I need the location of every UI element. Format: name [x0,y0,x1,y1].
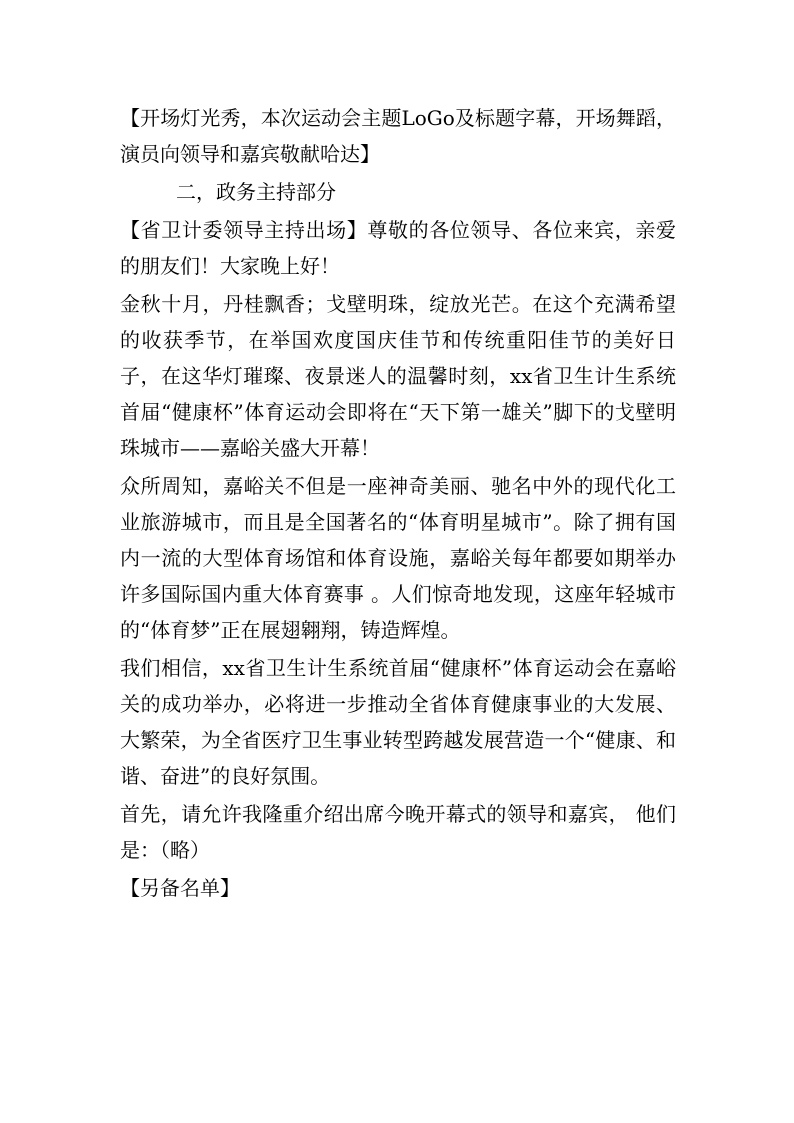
paragraph-we-believe: 我们相信，xx省卫生计生系统首届“健康杯”体育运动会在嘉峪关的成功举办，必将进一步推动全省体育健康事业的大发展、大繁荣，为全省医疗卫生事业转型跨越发展营造一个“健康、和谐、奋进”的良好氛围。 [120,656,676,788]
paragraph-jiayuguan-intro: 众所周知，嘉峪关不但是一座神奇美丽、驰名中外的现代化工业旅游城市，而且是全国著名的“体育明星城市”。除了拥有国内一流的大型体育场馆和体育设施，嘉峪关每年都要如期举办许多国际国内重大体育赛事 。人们惊奇地发现，这座年轻城市的“体育梦”正在展翅翱翔，铸造辉煌。 [120,474,676,642]
paragraph-introduce-guests: 首先，请允许我隆重介绍出席今晚开幕式的领导和嘉宾， 他们是：（略） [120,802,676,862]
section-heading-government-hosting: 二，政务主持部分 [176,180,336,204]
paragraph-opening-show: 【开场灯光秀，本次运动会主题LoGo及标题字幕，开场舞蹈，演员向领导和嘉宾敬献哈达】 [120,106,676,166]
paragraph-host-greeting: 【省卫计委领导主持出场】尊敬的各位领导、各位来宾，亲爱的朋友们！大家晚上好！ [120,218,676,278]
paragraph-name-list-note: 【另备名单】 [120,876,240,900]
document-body [120,100,676,908]
paragraph-golden-autumn: 金秋十月，丹桂飘香；戈壁明珠，绽放光芒。在这个充满希望的收获季节，在举国欢度国庆佳节和传统重阳佳节的美好日子，在这华灯璀璨、夜景迷人的温馨时刻，xx省卫生计生系统首届“健康杯”体育运动会即将在“天下第一雄关”脚下的戈壁明珠城市——嘉峪关盛大开幕！ [120,292,676,460]
